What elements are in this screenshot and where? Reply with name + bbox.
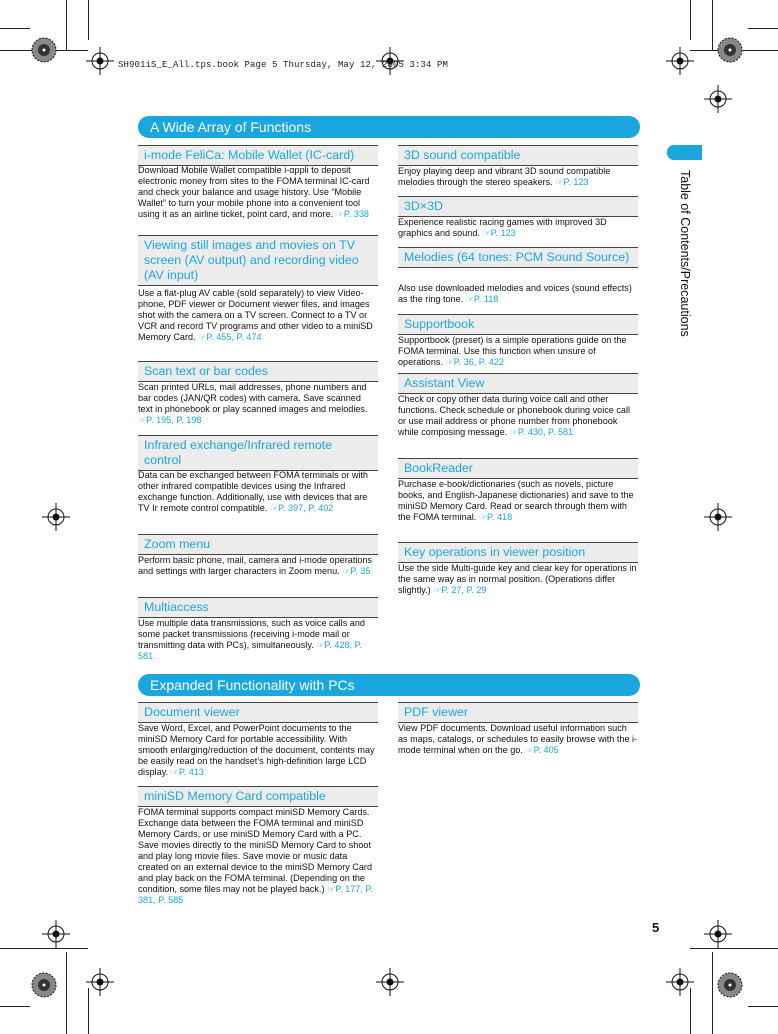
registration-mark-icon bbox=[704, 503, 732, 531]
feature-body: Scan printed URLs, mail addresses, phone numbers and bar codes (JAN/QR codes) with camera. Save scanned text in phonebook or play scanned images and melodies. ☞P. 195, P. 198 bbox=[138, 382, 368, 425]
feature-heading: Assistant View bbox=[398, 373, 638, 394]
crop-mark bbox=[88, 0, 89, 40]
page-ref-link[interactable]: ☞P. 405 bbox=[525, 745, 559, 755]
side-chapter-label: Table of Contents/Precautions bbox=[678, 170, 692, 337]
registration-mark-icon bbox=[704, 85, 732, 113]
crop-mark bbox=[0, 1006, 30, 1007]
page-ref-link[interactable]: ☞P. 35 bbox=[342, 566, 371, 576]
feature-heading: Key operations in viewer position bbox=[398, 542, 638, 563]
feature-heading: BookReader bbox=[398, 458, 638, 479]
page-ref-link[interactable]: ☞P. 123 bbox=[555, 177, 589, 187]
registration-mark-icon bbox=[42, 920, 70, 948]
crop-mark bbox=[712, 952, 713, 1034]
feature-heading: Document viewer bbox=[138, 702, 378, 723]
feature-heading: Viewing still images and movies on TV screen (AV output) and recording video (AV input) bbox=[138, 235, 378, 286]
page-ref-link[interactable]: ☞P. 455, P. 474 bbox=[198, 332, 262, 342]
feature-heading: i-mode FeliCa: Mobile Wallet (IC-card) bbox=[138, 145, 378, 166]
feature-heading: 3D×3D bbox=[398, 196, 638, 217]
crop-mark bbox=[690, 948, 778, 949]
registration-mark-icon bbox=[86, 968, 114, 996]
crop-mark bbox=[712, 0, 713, 50]
feature-body: Use a flat-plug AV cable (sold separately) to view Video-phone, PDF viewer or Document viewer files, and images shot with the camera on a TV screen. Connect to a TV or VCR and record TV programs and other video to a miniSD Memory Card. ☞P. 455, P. 474 bbox=[138, 288, 373, 342]
feature-body: View PDF documents. Download useful information such as maps, catalogs, or schedules to easily browse with the i-mode terminal when on the go. ☞P. 405 bbox=[398, 723, 638, 755]
registration-mark-icon bbox=[376, 968, 404, 996]
registration-mark-icon bbox=[704, 920, 732, 948]
feature-heading: Supportbook bbox=[398, 314, 638, 335]
crop-mark bbox=[690, 0, 691, 40]
feature-body: Download Mobile Wallet compatible i-αppli to deposit electronic money from sites to the FOMA terminal IC-card and check your balance and usage history. Use “Mobile Wallet” to turn your mobile phone into a convenient tool using it as an airline ticket, point card, and more. ☞P. 338 bbox=[138, 165, 370, 219]
page-ref-link[interactable]: ☞P. 413 bbox=[170, 767, 204, 777]
feature-heading: Scan text or bar codes bbox=[138, 361, 378, 382]
sunburst-mark-icon bbox=[717, 972, 743, 998]
sunburst-mark-icon bbox=[31, 37, 57, 63]
feature-body: Experience realistic racing games with improved 3D graphics and sound. ☞P. 123 bbox=[398, 217, 607, 238]
feature-body: FOMA terminal supports compact miniSD Memory Cards. Exchange data between the FOMA terminal and miniSD Memory Cards, or use miniSD Memory Card with a PC. Save movies directly to the miniSD Memory Card to shoot and play long movie files. Save movie or music data created on an external device to the miniSD Memory Card and play back on the FOMA terminal. (Depending on the condition, some files may not be played back.) ☞P. 177, P. 381, P. 585 bbox=[138, 807, 373, 905]
feature-heading: Infrared exchange/Infrared remote control bbox=[138, 435, 378, 471]
registration-mark-icon bbox=[86, 47, 114, 75]
page-ref-link[interactable]: ☞P. 428, P. 581 bbox=[138, 640, 362, 661]
crop-mark bbox=[66, 952, 67, 1034]
feature-body: Perform basic phone, mail, camera and i-mode operations and settings with larger characters in Zoom menu. ☞P. 35 bbox=[138, 555, 373, 576]
feature-body: Data can be exchanged between FOMA terminals or with other infrared compatible devices using the Infrared exchange function. Additionally, use with devices that are TV Ir remote control compatible. ☞P. 397, P. 402 bbox=[138, 470, 368, 513]
feature-body: Save Word, Excel, and PowerPoint documents to the miniSD Memory Card for portable accessibility. With smooth enlarging/reduction of the document, contents may be easily read on the handset’s high-definition large LCD display. ☞P. 413 bbox=[138, 723, 375, 777]
feature-body: Use the side Multi-guide key and clear key for operations in the same way as in normal position. (Operations differ slightly.) ☞P. 27, P. 29 bbox=[398, 563, 637, 595]
registration-mark-icon bbox=[42, 503, 70, 531]
section-banner: Expanded Functionality with PCs bbox=[138, 674, 640, 696]
page-ref-link[interactable]: ☞P. 177, P. 381, P. 585 bbox=[138, 884, 373, 905]
feature-body: Enjoy playing deep and vibrant 3D sound compatible melodies through the stereo speakers. ☞P. 123 bbox=[398, 166, 611, 187]
page-ref-link[interactable]: ☞P. 430, P. 581 bbox=[509, 427, 574, 437]
sunburst-mark-icon bbox=[31, 972, 57, 998]
page-ref-link[interactable]: ☞P. 418 bbox=[478, 512, 513, 522]
crop-mark bbox=[66, 0, 67, 50]
feature-heading: PDF viewer bbox=[398, 702, 638, 723]
feature-heading: Zoom menu bbox=[138, 534, 378, 555]
feature-heading: miniSD Memory Card compatible bbox=[138, 786, 378, 807]
page-ref-link[interactable]: ☞P. 27, P. 29 bbox=[433, 585, 487, 595]
feature-body: Use multiple data transmissions, such as voice calls and some packet transmissions (receiving i-mode mail or transmitting data with PCs), simultaneously. ☞P. 428, P. 581 bbox=[138, 618, 365, 661]
section-banner: A Wide Array of Functions bbox=[138, 116, 640, 138]
crop-mark bbox=[0, 28, 30, 29]
page-ref-link[interactable]: ☞P. 195, P. 198 bbox=[138, 415, 202, 425]
crop-mark bbox=[748, 28, 778, 29]
page-ref-link[interactable]: ☞P. 397, P. 402 bbox=[269, 503, 334, 513]
feature-body: Supportbook (preset) is a simple operations guide on the FOMA terminal. Use this function when unsure of operations. ☞P. 36, P. 422 bbox=[398, 335, 627, 367]
feature-heading: Multiaccess bbox=[138, 597, 378, 618]
page-ref-link[interactable]: ☞P. 36, P. 422 bbox=[445, 357, 504, 367]
sunburst-mark-icon bbox=[717, 37, 743, 63]
page-ref-link[interactable]: ☞P. 123 bbox=[482, 228, 516, 238]
page-ref-link[interactable]: ☞P. 118 bbox=[465, 294, 499, 304]
registration-mark-icon bbox=[666, 47, 694, 75]
feature-body: Purchase e-book/dictionaries (such as novels, picture books, and English-Japanese dictionaries) and save to the miniSD Memory Card. Read or search through them with the FOMA terminal. ☞P. 418 bbox=[398, 479, 634, 522]
print-header: SH901iS_E_All.tps.book Page 5 Thursday, May 12, 2005 3:34 PM bbox=[118, 60, 449, 70]
registration-mark-icon bbox=[666, 968, 694, 996]
feature-heading: Melodies (64 tones: PCM Sound Source) bbox=[398, 247, 638, 268]
page-ref-link[interactable]: ☞P. 338 bbox=[335, 209, 369, 219]
feature-body: Also use downloaded melodies and voices (sound effects) as the ring tone. ☞P. 118 bbox=[398, 283, 632, 304]
side-tab-marker bbox=[667, 145, 702, 160]
crop-mark bbox=[0, 948, 88, 949]
crop-mark bbox=[748, 1006, 778, 1007]
feature-heading: 3D sound compatible bbox=[398, 145, 638, 166]
feature-body: Check or copy other data during voice call and other functions. Check schedule or phonebook during voice call or use mail address or phone number from phonebook while composing message. ☞P. 430, P. 581 bbox=[398, 394, 631, 437]
page-number: 5 bbox=[652, 920, 660, 935]
